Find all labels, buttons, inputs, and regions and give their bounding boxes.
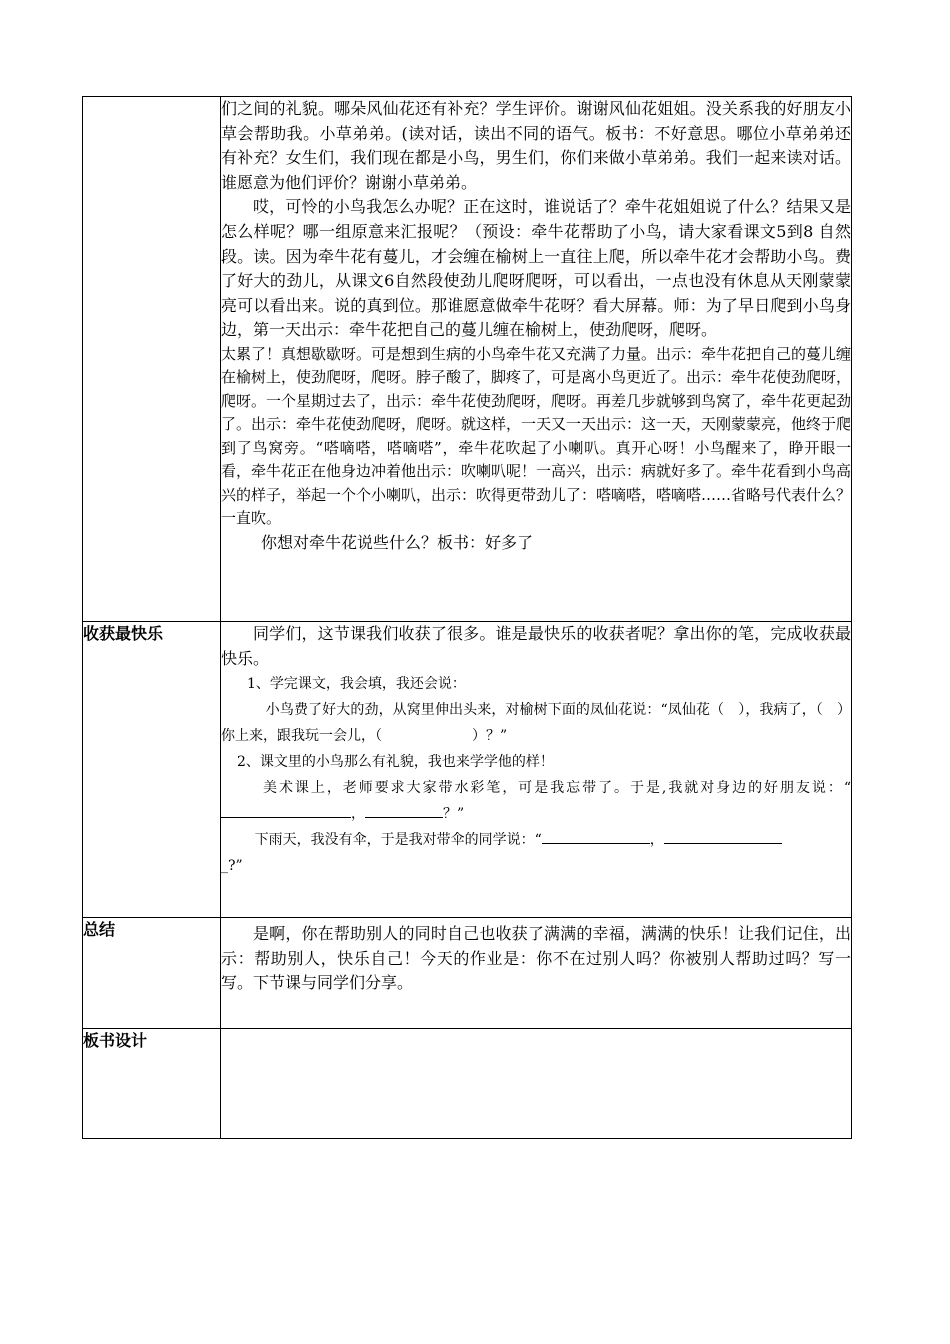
row-label-summary: 总结: [83, 918, 221, 1029]
item-2-title: 2、课文里的小鸟那么有礼貌，我也来学学他的样！: [237, 754, 554, 771]
paragraph: 哎，可怜的小鸟我怎么办呢？正在这时，谁说话了？牵牛花姐姐说了什么？结果又是怎么样呢？哪一组原意来汇报呢？（预设：牵牛花帮助了小鸟，请大家看课文5到8 自然段。读。因为牵牛花有蔓儿，才会缠在榆树上一直往上爬，所以牵牛花才会帮助小鸟。费了好大的劲儿，从课文6自然段使劲儿爬呀爬呀，可以看出，一点也没有休息从天刚蒙蒙亮可以看出来。说的真到位。那谁愿意做牵牛花呀？看大屏幕。师：为了早日爬到小鸟身边，第一天出示：牵牛花把自己的蔓儿缠在榆树上，使劲爬呀，爬呀。: [221, 197, 851, 340]
blank-line: [221, 803, 351, 818]
item-3-text-b: ，: [649, 832, 664, 849]
row-content-board-design: [221, 1029, 852, 1139]
summary-text: 是啊，你在帮助别人的同时自己也收获了满满的幸福，满满的快乐！让我们记住，出示：帮助别人，快乐自己！今天的作业是：你不在过别人吗？你被别人帮助过吗？写一写。下节课与同学们分享。: [221, 924, 851, 993]
blank-line: [664, 829, 782, 844]
blank-line: [542, 829, 650, 844]
row-content-dialogue: [221, 97, 852, 622]
item-2-text-c: ？”: [443, 806, 465, 823]
item-1-text-a: 小鸟费了好大的劲，从窝里伸出头来，对榆树下面的凤仙花说：“凤仙花（ ），我病了，（ ）你上来，跟我玩一会儿，（: [221, 702, 851, 745]
item-2-text-b: ，: [351, 806, 365, 823]
paragraph: 们之间的礼貌。哪朵风仙花还有补充？学生评价。谢谢风仙花姐姐。没关系我的好朋友小草会帮助我。小草弟弟。(读对话，读出不同的语气。板书：不好意思。哪位小草弟弟还有补充？女生们，我们现在都是小鸟，男生们，你们来做小草弟弟。我们一起来读对话。谁愿意为他们评价？谢谢小草弟弟。: [221, 99, 851, 192]
table-row: [83, 1029, 852, 1139]
table-row: [83, 97, 852, 622]
row-label-harvest: 收获最快乐: [83, 622, 221, 918]
item-1-text-b: ）？”: [472, 728, 508, 745]
row-label-empty: [83, 97, 221, 622]
item-1-text: [221, 697, 851, 749]
table-row: [83, 622, 852, 918]
paragraph: 你想对牵牛花说些什么？板书：好多了: [261, 532, 534, 552]
item-2-text-a: 美术课上，老师要求大家带水彩笔，可是我忘带了。于是,我就对身边的好朋友说：“: [263, 780, 851, 797]
lesson-plan-table: [82, 96, 852, 1139]
paragraph: 太累了！真想歇歇呀。可是想到生病的小鸟牵牛花又充满了力量。出示：牵牛花把自己的蔓儿缠在榆树上，使劲爬呀，爬呀。脖子酸了，脚疼了，可是离小鸟更近了。出示：牵牛花使劲爬呀，爬呀。一个星期过去了，出示：牵牛花使劲爬呀，爬呀。再差几步就够到鸟窝了，牵牛花更起劲了。出示：牵牛花使劲爬呀，爬呀。就这样，一天又一天出示：这一天，天刚蒙蒙亮，他终于爬到了鸟窝旁。“嗒嘀嗒，嗒嘀嗒”，牵牛花吹起了小喇叭。真开心呀！小鸟醒来了，睁开眼一看，牵牛花正在他身边冲着他出示：吹喇叭呢！一高兴，出示：病就好多了。牵牛花看到小鸟高兴的样子，举起一个个小喇叭，出示：吹得更带劲儿了：嗒嘀嗒，嗒嘀嗒……省略号代表什么？一直吹。: [221, 344, 852, 528]
harvest-intro: 同学们，这节课我们收获了很多。谁是最快乐的收获者呢？拿出你的笔，完成收获最快乐。: [221, 624, 851, 668]
blank-line: [365, 803, 443, 818]
item-3-text: [221, 827, 851, 879]
item-2-text: [221, 775, 851, 827]
item-3-text-a: 下雨天，我没有伞，于是我对带伞的同学说：“: [254, 832, 542, 849]
row-content-summary: [221, 918, 852, 1029]
item-3-text-c: _?”: [221, 858, 243, 875]
table-row: [83, 918, 852, 1029]
row-content-harvest: [221, 622, 852, 918]
row-label-board-design: 板书设计: [83, 1029, 221, 1139]
item-1-title: 1、学完课文，我会填，我还会说：: [247, 676, 466, 693]
